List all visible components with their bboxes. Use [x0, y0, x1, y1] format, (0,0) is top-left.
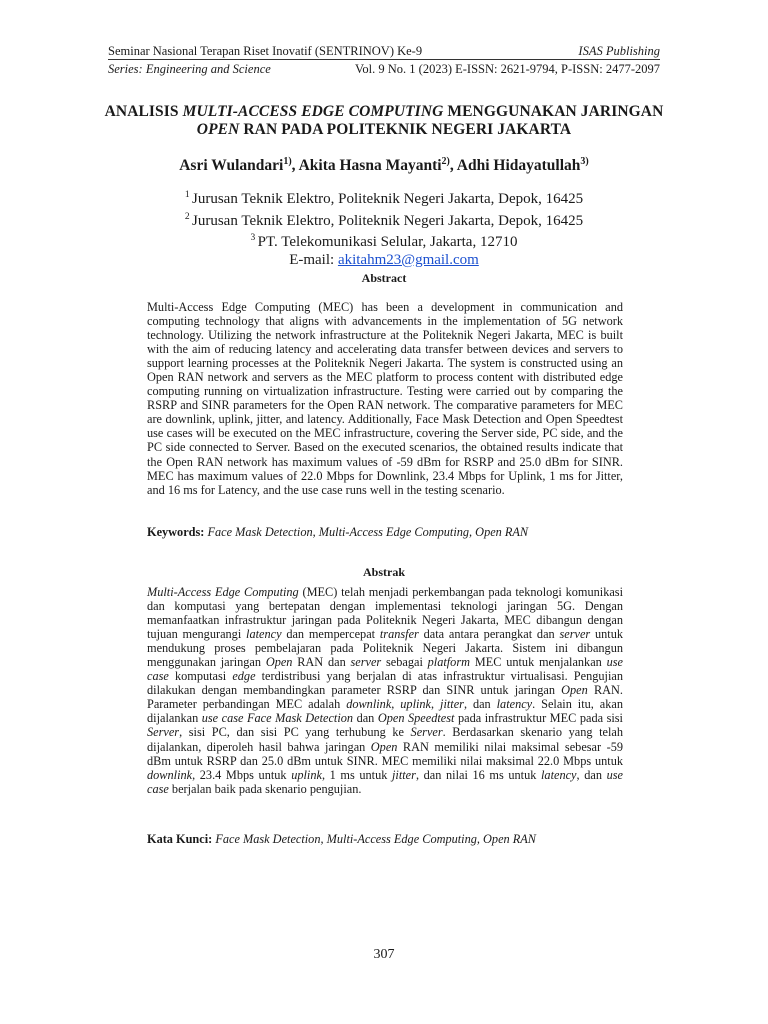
author-name: Asri Wulandari	[179, 157, 284, 175]
abstrak-segment: latency	[496, 697, 533, 712]
abstrak-segment: transfer	[379, 627, 419, 642]
affiliation-line: $^1$ Jurusan Teknik Elektro, Politeknik Negeri Jakarta, Depok, 16425	[184, 190, 584, 207]
abstract-text: Multi-Access Edge Computing (MEC) has been a development in communication and computing technology that aligns with advancements in the implementation of 5G network technology. Utilizing the network infrastructure at the Politeknik Negeri Jakarta, MEC is built with the aim of reducing latency and accelerating data transfer between devices and servers to support learning processes at the Politeknik Negeri Jakarta. The system is constructed using an Open RAN network and servers as the MEC platform to process content with distributed edge computing running on virtualization infrastructure. Testing were carried out by comparing the RSRP and SINR parameters for the Open RAN network. The comparative parameters for MEC are downlink, uplink, jitter, and latency. Additionally, Face Mask Detection and Open Speedtest use cases will be executed on the MEC infrastructure, covering the Server side, PC side, and the PC side connected to Server. Based on the executed scenarios, the obtained results indicate that the Open RAN network has maximum values of -59 dBm for RSRP and 25.0 dBm for SINR. MEC has maximum values of 22.0 Mbps for Downlink, 23.4 Mbps for Uplink, 1 ms for Jitter, and 16 ms for Latency, and the use case runs well in the testing scenario.	[147, 300, 623, 497]
abstrak-segment: edge	[232, 669, 256, 684]
abstrak-segment: downlink	[147, 767, 193, 782]
abstrak-segment: Open	[561, 683, 588, 698]
keywords-text: Face Mask Detection, Multi-Access Edge Computing, Open RAN	[204, 525, 529, 539]
abstrak-segment: latency	[541, 767, 577, 782]
abstrak-segment: uplink	[291, 767, 322, 782]
series-name: Series: Engineering and Science	[108, 62, 271, 76]
abstrak-segment: , 23.4 Mbps untuk	[192, 767, 292, 782]
abstrak-segment: jitter	[392, 767, 416, 782]
abstrak-segment: RAN. Parameter perbandingan MEC adalah	[147, 683, 623, 712]
abstrak-segment: . Selain itu, akan dijalankan	[147, 697, 623, 726]
author-name: Adhi Hidayatullah	[456, 157, 581, 175]
conference-name: Seminar Nasional Terapan Riset Inovatif (SENTRINOV) Ke-9	[108, 44, 423, 58]
email-link[interactable]: akitahm23@gmail.com	[337, 251, 479, 268]
abstrak-segment: , dan	[463, 697, 497, 712]
abstrak-segment: Server	[410, 725, 443, 740]
abstrak-segment: , 1 ms untuk	[321, 767, 393, 782]
abstrak-segment: ,	[391, 697, 401, 712]
email-label: E-mail:	[289, 251, 338, 268]
abstrak-segment: dan	[353, 711, 378, 726]
abstrak-segment: MEC untuk menjalankan	[470, 655, 607, 670]
abstrak-segment: Open	[370, 739, 398, 754]
abstrak-segment: terdistribusi yang berjalan di atas infrastruktur virtualisasi. Pengujian dilakukan dengan membandingkan parameter RSRP dan SINR untuk jaringan	[147, 669, 623, 698]
abstrak-segment: use case	[147, 655, 623, 684]
abstrak-segment: Server	[147, 725, 180, 740]
abstrak-segment: Multi-Access Edge Computing	[147, 585, 299, 599]
abstrak-segment: use case Face Mask Detection	[201, 711, 354, 726]
paper-title: ANALISIS MULTI-ACCESS EDGE COMPUTING MENGGUNAKAN JARINGAN OPEN RAN PADA POLITEKNIK NEGERI JAKARTA	[104, 103, 664, 138]
header-divider	[108, 59, 660, 60]
publisher-name: ISAS Publishing	[578, 44, 660, 58]
abstrak-segment: untuk mendukung proses pembelajaran pada Politeknik Negeri Jakarta. Sistem ini dibangun menggunakan jaringan	[147, 627, 623, 670]
abstrak-segment: dan mempercepat	[281, 627, 380, 642]
abstrak-segment: pada infrastruktur MEC pada sisi	[454, 711, 623, 726]
page-number: 307	[373, 947, 395, 962]
volume-info: Vol. 9 No. 1 (2023) E-ISSN: 2621-9794, P-ISSN: 2477-2097	[355, 62, 660, 76]
affiliation-line: $^2$ Jurusan Teknik Elektro, Politeknik Negeri Jakarta, Depok, 16425	[184, 211, 584, 229]
abstrak-segment: latency	[246, 627, 282, 642]
abstrak-segment: data antara perangkat dan	[418, 627, 560, 642]
author-marker: 1)	[283, 156, 292, 167]
abstrak-segment: Open Speedtest	[377, 711, 455, 726]
author-marker: 3)	[580, 156, 589, 167]
email-line	[100, 252, 668, 270]
abstrak-segment: RAN memiliki nilai maksimal sebesar -59 dBm untuk RSRP dan 25.0 dBm untuk SINR. MEC memiliki nilai maksimal 22.0 Mbps untuk	[147, 739, 623, 768]
author-marker: 2)	[441, 156, 450, 167]
affiliation-block	[100, 187, 668, 269]
affiliation-line: $^3$ PT. Telekomunikasi Selular, Jakarta, 12710	[250, 233, 518, 250]
abstrak-segment: , sisi PC, dan sisi PC yang terhubung ke	[179, 725, 411, 740]
abstrak-segment: uplink	[400, 697, 432, 712]
abstrak-text	[147, 585, 623, 796]
abstrak-heading: Abstrak	[362, 565, 405, 579]
abstrak-segment: , dan	[576, 767, 607, 782]
abstrak-segment: RAN dan	[292, 655, 351, 670]
abstrak-segment: berjalan baik pada skenario pengujian.	[168, 781, 362, 796]
abstrak-segment: use case	[147, 767, 623, 796]
keywords-label: Keywords:	[147, 525, 205, 539]
abstrak-segment: Open	[265, 655, 293, 670]
abstract-heading: Abstract	[361, 271, 407, 285]
abstrak-segment: platform	[427, 655, 471, 670]
abstrak-segment: , dan nilai 16 ms untuk	[415, 767, 541, 782]
kata-kunci-text: Face Mask Detection, Multi-Access Edge Computing, Open RAN	[212, 832, 536, 846]
kata-kunci-line	[147, 832, 623, 846]
author-list: Asri Wulandari$^{1)}$, Akita Hasna Mayanti$^{2)}$, Adhi Hidayatullah$^{3)}$	[179, 156, 589, 175]
abstrak-segment: server	[559, 627, 591, 642]
abstrak-segment: komputasi	[168, 669, 233, 684]
abstrak-segment: . Berdasarkan skenario yang telah dijalankan, diperoleh hasil bahwa jaringan	[147, 725, 623, 754]
keywords-line	[147, 525, 623, 539]
abstrak-segment: server	[350, 655, 382, 670]
abstrak-segment: downlink	[346, 697, 392, 712]
abstrak-segment: sebagai	[381, 655, 428, 670]
kata-kunci-label: Kata Kunci:	[147, 832, 213, 846]
abstrak-segment: jitter	[440, 697, 464, 712]
abstrak-segment: ,	[431, 697, 441, 712]
author-name: Akita Hasna Mayanti	[298, 157, 442, 175]
abstrak-segment: (MEC) telah menjadi perkembangan pada teknologi komunikasi dan komputasi yang bertepatan dengan implementasi teknologi jaringan 5G. Dengan memanfaatkan infrastruktur jaringan pada Politeknik Negeri Jakarta, MEC dibangun dengan tujuan mengurangi	[147, 585, 624, 642]
